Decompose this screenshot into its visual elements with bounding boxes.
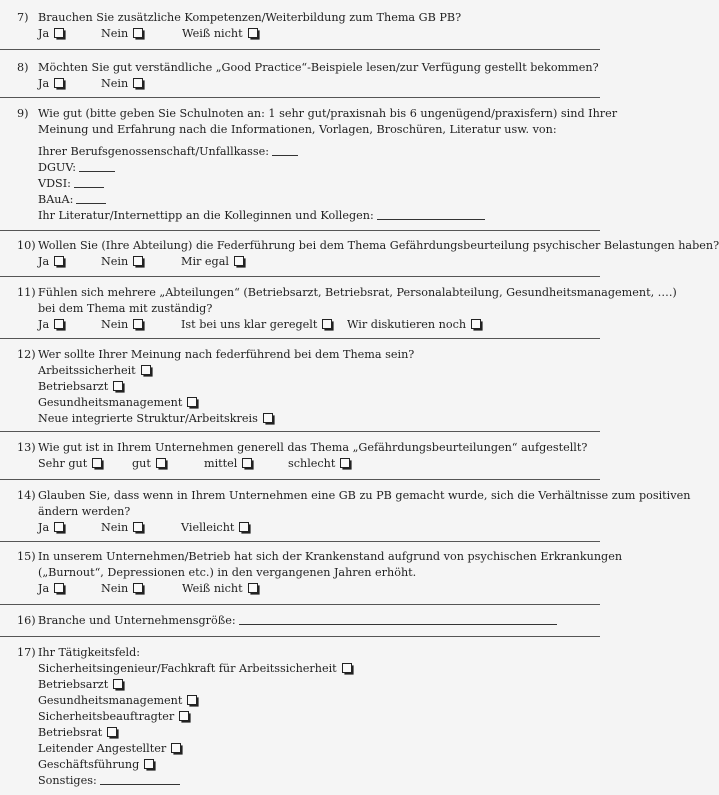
tip-field[interactable]: [377, 209, 485, 220]
option-schlecht[interactable]: schlecht: [288, 456, 350, 472]
checkbox-icon[interactable]: [242, 458, 252, 468]
question-number: 16): [17, 614, 36, 627]
option-gesundheitsmanagement[interactable]: Gesundheitsmanagement: [38, 693, 594, 709]
grade-field[interactable]: [272, 145, 298, 156]
option-weiss-nicht[interactable]: Weiß nicht: [182, 581, 258, 597]
option-nein[interactable]: Nein: [101, 254, 143, 270]
checkbox-icon[interactable]: [54, 28, 64, 38]
option-ja[interactable]: Ja: [38, 317, 64, 333]
question-text: Meinung und Erfahrung nach die Informationen, Vorlagen, Broschüren, Literatur usw. von:: [38, 123, 557, 136]
question-number: 7): [17, 11, 29, 24]
checkbox-icon[interactable]: [171, 743, 181, 753]
question-text: Wer sollte Ihrer Meinung nach federführend bei dem Thema sein?: [38, 348, 415, 361]
question-number: 8): [17, 61, 29, 74]
checkbox-icon[interactable]: [54, 583, 64, 593]
question-14: [0, 480, 691, 542]
option-gut[interactable]: gut: [132, 456, 166, 472]
option-mir-egal[interactable]: Mir egal: [181, 254, 244, 270]
question-text: Wie gut ist in Ihrem Unternehmen generell das Thema „Gefährdungsbeurteilungen“ aufgestellt?: [38, 441, 588, 454]
question-text: Brauchen Sie zusätzliche Kompetenzen/Weiterbildung zum Thema GB PB?: [38, 11, 462, 24]
option-sonstiges: Sonstiges:: [38, 774, 97, 787]
question-number: 10): [17, 239, 36, 252]
option-arbeitssicherheit[interactable]: Arbeitssicherheit: [38, 363, 594, 379]
question-12: [0, 339, 600, 432]
option-vielleicht[interactable]: Vielleicht: [181, 520, 249, 536]
option-klar-geregelt[interactable]: Ist bei uns klar geregelt: [181, 317, 332, 333]
question-9: [0, 98, 618, 231]
checkbox-icon[interactable]: [107, 727, 117, 737]
checkbox-icon[interactable]: [54, 78, 64, 88]
rating-item: Ihrer Berufsgenossenschaft/Unfallkasse:: [38, 144, 594, 160]
question-number: 11): [17, 286, 36, 299]
question-text: ändern werden?: [38, 505, 131, 518]
option-sicherheitsingenieur[interactable]: Sicherheitsingenieur/Fachkraft für Arbeitssicherheit: [38, 661, 594, 677]
option-nein[interactable]: Nein: [101, 581, 143, 597]
question-number: 15): [17, 550, 36, 563]
option-nein[interactable]: Nein: [101, 520, 143, 536]
grade-field[interactable]: [76, 193, 106, 204]
option-ja[interactable]: Ja: [38, 76, 64, 92]
question-16: [0, 605, 600, 637]
option-nein[interactable]: Nein: [101, 76, 143, 92]
question-text: Wie gut (bitte geben Sie Schulnoten an: 1 sehr gut/praxisnah bis 6 ungenügend/praxisfern) sind Ihrer: [38, 107, 618, 120]
checkbox-icon[interactable]: [322, 319, 332, 329]
checkbox-icon[interactable]: [133, 78, 143, 88]
grade-field[interactable]: [79, 161, 115, 172]
option-gesundheitsmanagement[interactable]: Gesundheitsmanagement: [38, 395, 594, 411]
option-sicherheitsbeauftragter[interactable]: Sicherheitsbeauftragter: [38, 709, 594, 725]
question-15: [0, 542, 623, 605]
question-text: In unserem Unternehmen/Betrieb hat sich der Krankenstand aufgrund von psychischen Erkrankungen: [38, 550, 623, 563]
checkbox-icon[interactable]: [340, 458, 350, 468]
question-17: [0, 637, 600, 795]
checkbox-icon[interactable]: [113, 381, 123, 391]
branche-field[interactable]: [239, 614, 557, 625]
option-nein[interactable]: Nein: [101, 317, 143, 333]
rating-item: Ihr Literatur/Internettipp an die Kolleginnen und Kollegen:: [38, 208, 594, 224]
checkbox-icon[interactable]: [471, 319, 481, 329]
checkbox-icon[interactable]: [187, 695, 197, 705]
option-sehr-gut[interactable]: Sehr gut: [38, 456, 102, 472]
question-text: Glauben Sie, dass wenn in Ihrem Unternehmen eine GB zu PB gemacht wurde, sich die Verhältnisse zum positiven: [38, 489, 691, 502]
question-11: [0, 277, 677, 339]
checkbox-icon[interactable]: [133, 583, 143, 593]
checkbox-icon[interactable]: [179, 711, 189, 721]
checkbox-icon[interactable]: [187, 397, 197, 407]
checkbox-icon[interactable]: [133, 522, 143, 532]
checkbox-icon[interactable]: [92, 458, 102, 468]
rating-item: BAuA:: [38, 192, 594, 208]
checkbox-icon[interactable]: [239, 522, 249, 532]
option-ja[interactable]: Ja: [38, 581, 64, 597]
question-8: [0, 50, 600, 98]
rating-item: DGUV:: [38, 160, 594, 176]
option-diskutieren[interactable]: Wir diskutieren noch: [347, 317, 481, 333]
option-weiss-nicht[interactable]: Weiß nicht: [182, 26, 258, 42]
option-mittel[interactable]: mittel: [204, 456, 252, 472]
question-number: 9): [17, 107, 29, 120]
checkbox-icon[interactable]: [263, 413, 273, 423]
question-text: („Burnout“, Depressionen etc.) in den vergangenen Jahren erhöht.: [38, 566, 417, 579]
checkbox-icon[interactable]: [248, 28, 258, 38]
question-text: Branche und Unternehmensgröße:: [38, 614, 236, 627]
checkbox-icon[interactable]: [342, 663, 352, 673]
option-neue-struktur[interactable]: Neue integrierte Struktur/Arbeitskreis: [38, 411, 594, 427]
question-number: 13): [17, 441, 36, 454]
checkbox-icon[interactable]: [54, 522, 64, 532]
option-betriebsarzt[interactable]: Betriebsarzt: [38, 677, 594, 693]
question-text: Möchten Sie gut verständliche „Good Practice“-Beispiele lesen/zur Verfügung gestellt bekommen?: [38, 61, 599, 74]
checkbox-icon[interactable]: [54, 319, 64, 329]
checkbox-icon[interactable]: [54, 256, 64, 266]
checkbox-icon[interactable]: [113, 679, 123, 689]
option-nein[interactable]: Nein: [101, 26, 143, 42]
question-number: 12): [17, 348, 36, 361]
option-betriebsarzt[interactable]: Betriebsarzt: [38, 379, 594, 395]
checkbox-icon[interactable]: [133, 28, 143, 38]
checkbox-icon[interactable]: [248, 583, 258, 593]
question-number: 17): [17, 646, 36, 659]
option-betriebsrat[interactable]: Betriebsrat: [38, 725, 594, 741]
question-13: [0, 432, 600, 480]
question-text: Ihr Tätigkeitsfeld:: [38, 646, 141, 659]
option-geschaeftsfuehrung[interactable]: Geschäftsführung: [38, 757, 594, 773]
checkbox-icon[interactable]: [133, 256, 143, 266]
question-number: 14): [17, 489, 36, 502]
question-text: Wollen Sie (Ihre Abteilung) die Federführung bei dem Thema Gefährdungsbeurteilung psychischer Belastungen haben?: [38, 239, 719, 252]
sonstiges-field[interactable]: [100, 774, 180, 785]
question-7: [0, 0, 600, 50]
checkbox-icon[interactable]: [234, 256, 244, 266]
checkbox-icon[interactable]: [156, 458, 166, 468]
option-ja[interactable]: Ja: [38, 254, 64, 270]
question-text: bei dem Thema mit zuständig?: [38, 302, 213, 315]
checkbox-icon[interactable]: [144, 759, 154, 769]
option-ja[interactable]: Ja: [38, 26, 64, 42]
rating-item: VDSI:: [38, 176, 594, 192]
question-text: Fühlen sich mehrere „Abteilungen“ (Betriebsarzt, Betriebsrat, Personalabteilung, Gesundheitsmanagement, ….): [38, 286, 677, 299]
option-leitender-angestellter[interactable]: Leitender Angestellter: [38, 741, 594, 757]
checkbox-icon[interactable]: [133, 319, 143, 329]
checkbox-icon[interactable]: [141, 365, 151, 375]
question-10: [0, 231, 719, 277]
option-ja[interactable]: Ja: [38, 520, 64, 536]
grade-field[interactable]: [74, 177, 104, 188]
